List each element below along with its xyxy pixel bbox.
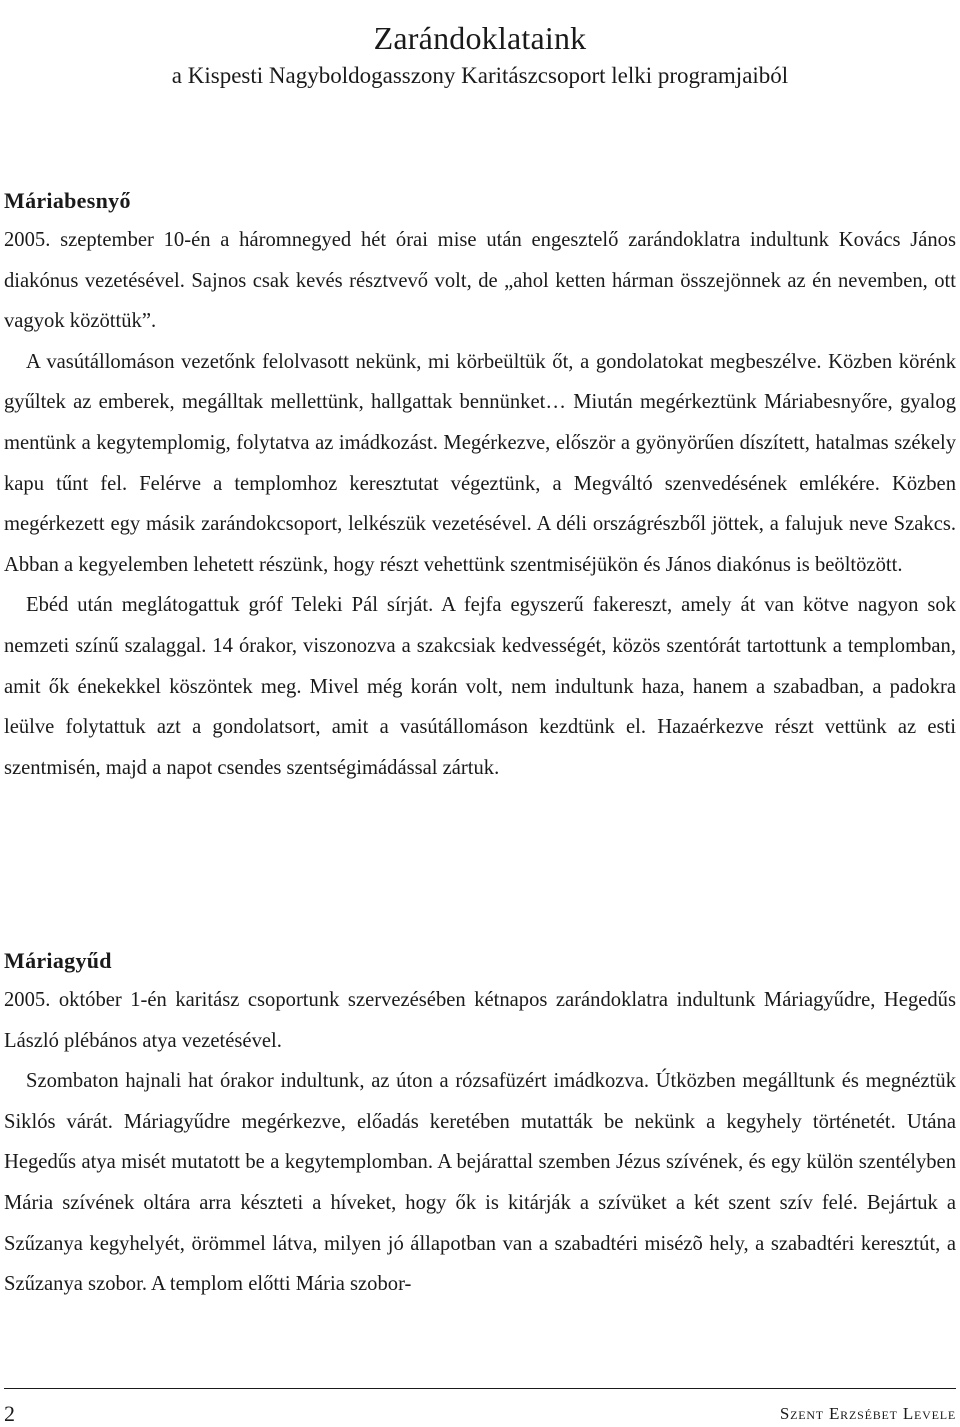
section-mariabesnyo	[4, 182, 956, 788]
page-footer	[4, 1388, 956, 1427]
article-header	[4, 0, 956, 92]
paragraph: 2005. október 1-én karitász csoportunk szervezésében kétnapos zarándoklatra indultunk Máriagyűdre, Hegedűs László plébános atya vezetésével.	[4, 989, 956, 1052]
section-mariagyud	[4, 942, 956, 1305]
section-heading: Máriagyűd	[4, 948, 112, 973]
section-heading: Máriabesnyő	[4, 188, 131, 213]
paragraph: A vasútállomáson vezetőnk felolvasott nekünk, mi körbeültük őt, a gondolatokat megbeszélve. Közben körénk gyűltek az emberek, megálltak mellettünk, hallgattak bennünket… Miután megérkeztünk Máriabesnyőre, gyalog mentünk a kegytemplomig, folytatva az imádkozást. Megérkezve, először a gyönyörűen díszített, hatalmas székely kapu tűnt fel. Felérve a templomhoz keresztutat végeztünk, a Megváltó szenvedésének emlékére. Közben megérkezett egy másik zarándokcsoport, lelkészük vezetésével. A déli országrészből jöttek, a falujuk neve Szakcs. Abban a kegyelemben lehetett részünk, hogy részt vehettünk szentmiséjükön és János diakónus is beöltözött.	[4, 350, 956, 576]
article-title: Zarándoklataink	[373, 20, 587, 56]
publication-name: Szent Erzsébet Levele	[779, 1404, 956, 1423]
paragraph: 2005. szeptember 10-én a háromnegyed hét órai mise után engesztelő zarándoklatra indultunk Kovács János diakónus vezetésével. Sajnos csak kevés résztvevő volt, de „ahol ketten hárman összejönnek az én nevemben, ott vagyok közöttük”.	[4, 229, 956, 333]
paragraph: Szombaton hajnali hat órakor indultunk, az úton a rózsafüzért imádkozva. Útközben megálltunk és megnéztük Siklós várát. Máriagyűdre megérkezve, előadás keretében mutatták be nekünk a kegyhely történetét. Utána Hegedűs atya misét mutatott be a kegytemplomban. A bejárattal szemben Jézus szívének, és egy külön szentélyben Mária szívének oltára arra készteti a híveket, hogy ők is kitárják a szívüket a két szent szív felé. Bejártuk a Szűzanya kegyhelyét, örömmel látva, milyen jó állapotban van a szabadtéri misézõ hely, a szabadtéri keresztút, a Szűzanya szobor. A templom előtti Mária szobor-	[4, 1070, 956, 1296]
article-subtitle: a Kispesti Nagyboldogasszony Karitászcsoport lelki programjaiból	[171, 63, 789, 88]
paragraph: Ebéd után meglátogattuk gróf Teleki Pál sírját. A fejfa egyszerű fakereszt, amely át van kötve nagyon sok nemzeti színű szalaggal. 14 órakor, viszonozva a szakcsiak kedvességét, közös szentórát tartottunk a templomban, amit ők énekekkel köszöntek meg. Mivel még korán volt, nem indultunk haza, hanem a szabadban, a padokra leülve folytattuk azt a gondolatsort, amit a vasútállomáson kezdtünk el. Hazaérkezve részt vettünk az esti szentmisén, majd a napot csendes szentségimádással zártuk.	[4, 594, 956, 779]
document-page	[4, 0, 956, 1426]
page-number: 2	[4, 1401, 15, 1426]
